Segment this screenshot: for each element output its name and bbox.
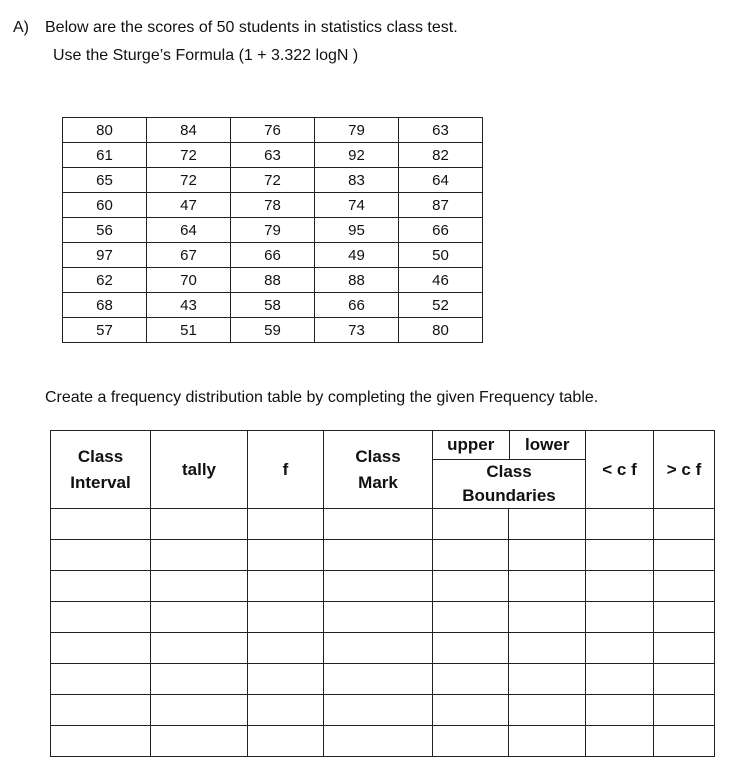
- score-row: [63, 168, 483, 193]
- score-cell: 63: [399, 118, 483, 143]
- score-cell: 72: [231, 168, 315, 193]
- frequency-blank-cell: [654, 633, 715, 664]
- frequency-blank-cell: [586, 726, 654, 757]
- lower-label: lower: [525, 435, 570, 454]
- frequency-blank-cell: [586, 571, 654, 602]
- question-text: Below are the scores of 50 students in statistics class test.: [45, 19, 458, 36]
- scores-table: [62, 117, 483, 343]
- more-cf-header: > c f: [654, 431, 715, 509]
- score-cell: 67: [147, 243, 231, 268]
- frequency-blank-cell: [151, 726, 248, 757]
- frequency-blank-cell: [509, 602, 586, 633]
- frequency-blank-cell: [248, 664, 324, 695]
- frequency-blank-cell: [151, 695, 248, 726]
- frequency-blank-cell: [51, 633, 151, 664]
- score-cell: 72: [147, 143, 231, 168]
- frequency-blank-cell: [324, 602, 433, 633]
- frequency-blank-cell: [51, 664, 151, 695]
- frequency-blank-cell: [51, 509, 151, 540]
- frequency-blank-cell: [51, 602, 151, 633]
- frequency-blank-cell: [324, 726, 433, 757]
- frequency-blank-cell: [248, 509, 324, 540]
- score-cell: 92: [315, 143, 399, 168]
- upper-label: upper: [433, 431, 510, 459]
- frequency-blank-cell: [586, 509, 654, 540]
- frequency-blank-cell: [654, 695, 715, 726]
- score-cell: 78: [231, 193, 315, 218]
- frequency-blank-cell: [324, 695, 433, 726]
- frequency-header-row: [51, 431, 715, 509]
- score-cell: 88: [231, 268, 315, 293]
- score-cell: 97: [63, 243, 147, 268]
- score-cell: 47: [147, 193, 231, 218]
- score-cell: 66: [399, 218, 483, 243]
- frequency-blank-cell: [248, 726, 324, 757]
- frequency-blank-cell: [51, 540, 151, 571]
- frequency-table: [50, 430, 715, 757]
- class-mark-header: [324, 431, 433, 509]
- frequency-blank-cell: [324, 540, 433, 571]
- frequency-blank-cell: [248, 540, 324, 571]
- frequency-blank-cell: [248, 633, 324, 664]
- frequency-blank-cell: [509, 664, 586, 695]
- frequency-blank-cell: [151, 571, 248, 602]
- score-cell: 60: [63, 193, 147, 218]
- score-cell: 51: [147, 318, 231, 343]
- frequency-blank-cell: [654, 602, 715, 633]
- tally-header: tally: [151, 431, 248, 509]
- score-cell: 65: [63, 168, 147, 193]
- frequency-blank-row: [51, 540, 715, 571]
- frequency-blank-cell: [654, 509, 715, 540]
- score-cell: 76: [231, 118, 315, 143]
- frequency-blank-cell: [586, 602, 654, 633]
- score-cell: 87: [399, 193, 483, 218]
- score-cell: 80: [399, 318, 483, 343]
- frequency-blank-cell: [248, 602, 324, 633]
- frequency-blank-cell: [586, 664, 654, 695]
- score-cell: 64: [399, 168, 483, 193]
- score-cell: 43: [147, 293, 231, 318]
- score-cell: 80: [63, 118, 147, 143]
- frequency-blank-row: [51, 633, 715, 664]
- frequency-blank-row: [51, 664, 715, 695]
- frequency-blank-cell: [324, 509, 433, 540]
- question-label: A): [13, 19, 29, 36]
- frequency-blank-cell: [51, 571, 151, 602]
- class-mark-line1: Class: [355, 446, 401, 466]
- score-cell: 79: [315, 118, 399, 143]
- frequency-blank-row: [51, 695, 715, 726]
- frequency-blank-cell: [324, 664, 433, 695]
- frequency-blank-row: [51, 726, 715, 757]
- frequency-blank-cell: [51, 695, 151, 726]
- score-cell: 61: [63, 143, 147, 168]
- score-cell: 66: [231, 243, 315, 268]
- frequency-blank-cell: [248, 695, 324, 726]
- frequency-blank-cell: [586, 633, 654, 664]
- frequency-blank-cell: [151, 664, 248, 695]
- frequency-blank-cell: [509, 571, 586, 602]
- frequency-blank-cell: [654, 726, 715, 757]
- class-interval-header: [51, 431, 151, 509]
- score-cell: 84: [147, 118, 231, 143]
- score-cell: 95: [315, 218, 399, 243]
- score-cell: 49: [315, 243, 399, 268]
- formula-line: Use the Sturge’s Formula (1 + 3.322 logN ): [53, 47, 359, 64]
- frequency-blank-cell: [151, 633, 248, 664]
- score-row: [63, 318, 483, 343]
- frequency-blank-row: [51, 571, 715, 602]
- score-row: [63, 143, 483, 168]
- score-cell: 68: [63, 293, 147, 318]
- frequency-blank-cell: [433, 664, 509, 695]
- boundaries-line1: Class: [486, 462, 532, 481]
- frequency-blank-cell: [654, 571, 715, 602]
- frequency-blank-cell: [509, 726, 586, 757]
- class-mark-line2: Mark: [358, 472, 398, 492]
- score-cell: 46: [399, 268, 483, 293]
- class-interval-line2: Interval: [70, 472, 131, 492]
- score-cell: 63: [231, 143, 315, 168]
- score-cell: 72: [147, 168, 231, 193]
- score-cell: 88: [315, 268, 399, 293]
- frequency-blank-cell: [509, 633, 586, 664]
- frequency-blank-cell: [433, 633, 509, 664]
- frequency-blank-row: [51, 602, 715, 633]
- frequency-blank-cell: [586, 695, 654, 726]
- frequency-blank-cell: [433, 509, 509, 540]
- less-cf-header: < c f: [586, 431, 654, 509]
- frequency-blank-cell: [151, 509, 248, 540]
- score-cell: 64: [147, 218, 231, 243]
- score-cell: 56: [63, 218, 147, 243]
- score-row: [63, 243, 483, 268]
- frequency-blank-cell: [433, 695, 509, 726]
- boundaries-line2: Boundaries: [462, 486, 556, 505]
- frequency-blank-cell: [509, 540, 586, 571]
- frequency-header: f: [248, 431, 324, 509]
- score-cell: 82: [399, 143, 483, 168]
- score-cell: 59: [231, 318, 315, 343]
- score-cell: 70: [147, 268, 231, 293]
- frequency-blank-cell: [509, 695, 586, 726]
- frequency-blank-row: [51, 509, 715, 540]
- score-cell: 52: [399, 293, 483, 318]
- frequency-blank-cell: [51, 726, 151, 757]
- score-cell: 79: [231, 218, 315, 243]
- score-row: [63, 293, 483, 318]
- class-interval-line1: Class: [77, 446, 124, 466]
- class-boundaries-header: [433, 431, 586, 509]
- score-cell: 74: [315, 193, 399, 218]
- frequency-blank-cell: [324, 633, 433, 664]
- score-cell: 58: [231, 293, 315, 318]
- frequency-blank-cell: [509, 509, 586, 540]
- score-cell: 57: [63, 318, 147, 343]
- score-cell: 66: [315, 293, 399, 318]
- question-heading: [13, 19, 458, 37]
- frequency-blank-cell: [586, 540, 654, 571]
- score-row: [63, 268, 483, 293]
- frequency-blank-cell: [151, 602, 248, 633]
- score-row: [63, 193, 483, 218]
- frequency-blank-cell: [433, 571, 509, 602]
- score-cell: 83: [315, 168, 399, 193]
- score-cell: 50: [399, 243, 483, 268]
- frequency-blank-cell: [433, 602, 509, 633]
- frequency-blank-cell: [654, 664, 715, 695]
- frequency-blank-cell: [433, 726, 509, 757]
- score-row: [63, 118, 483, 143]
- frequency-blank-cell: [654, 540, 715, 571]
- frequency-blank-cell: [248, 571, 324, 602]
- score-row: [63, 218, 483, 243]
- score-cell: 62: [63, 268, 147, 293]
- frequency-blank-cell: [433, 540, 509, 571]
- score-cell: 73: [315, 318, 399, 343]
- frequency-blank-cell: [151, 540, 248, 571]
- frequency-blank-cell: [324, 571, 433, 602]
- instruction-text: Create a frequency distribution table by completing the given Frequency table.: [45, 389, 599, 406]
